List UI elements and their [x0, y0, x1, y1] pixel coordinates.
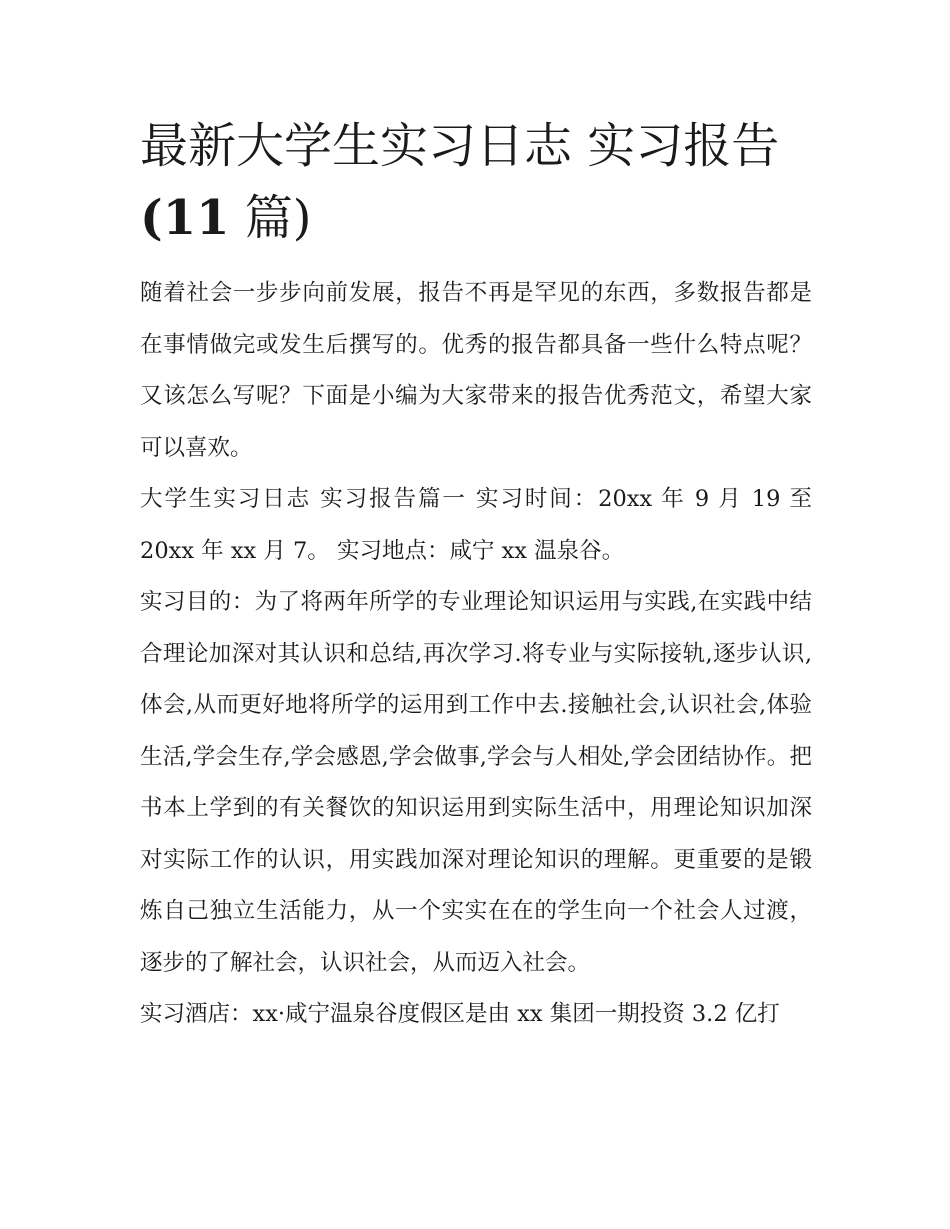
- paragraph-time-place: 大学生实习日志 实习报告篇一 实习时间：20xx 年 9 月 19 至 20xx 年 xx 月 7。 实习地点：咸宁 xx 温泉谷。: [140, 486, 812, 564]
- paragraph-hotel: 实习酒店：xx·咸宁温泉谷度假区是由 xx 集团一期投资 3.2 亿打: [140, 1001, 780, 1027]
- title-line-1: 最新大学生实习日志 实习报告: [140, 118, 780, 174]
- paragraph-purpose: 实习目的：为了将两年所学的专业理论知识运用与实践,在实践中结合理论加深对其认识和总结,再次学习.将专业与实际接轨,逐步认识,体会,从而更好地将所学的运用到工作中去.接触社会,认识社会,体验生活,学会生存,学会感恩,学会做事,学会与人相处,学会团结协作。把书本上学到的有关餐饮的知识运用到实际生活中，用理论知识加深对实际工作的认识，用实践加深对理论知识的理解。更重要的是锻炼自己独立生活能力，从一个实实在在的学生向一个社会人过渡，逐步的了解社会，认识社会，从而迈入社会。: [140, 589, 812, 976]
- document-body: [140, 110, 812, 1041]
- document-title: [140, 110, 812, 254]
- title-count: (11: [140, 190, 230, 246]
- paragraph-intro: 随着社会一步步向前发展，报告不再是罕见的东西，多数报告都是在事情做完或发生后撰写的。优秀的报告都具备一些什么特点呢？又该怎么写呢？下面是小编为大家带来的报告优秀范文，希望大家可以喜欢。: [140, 280, 812, 461]
- title-count-suffix: 篇): [229, 190, 312, 246]
